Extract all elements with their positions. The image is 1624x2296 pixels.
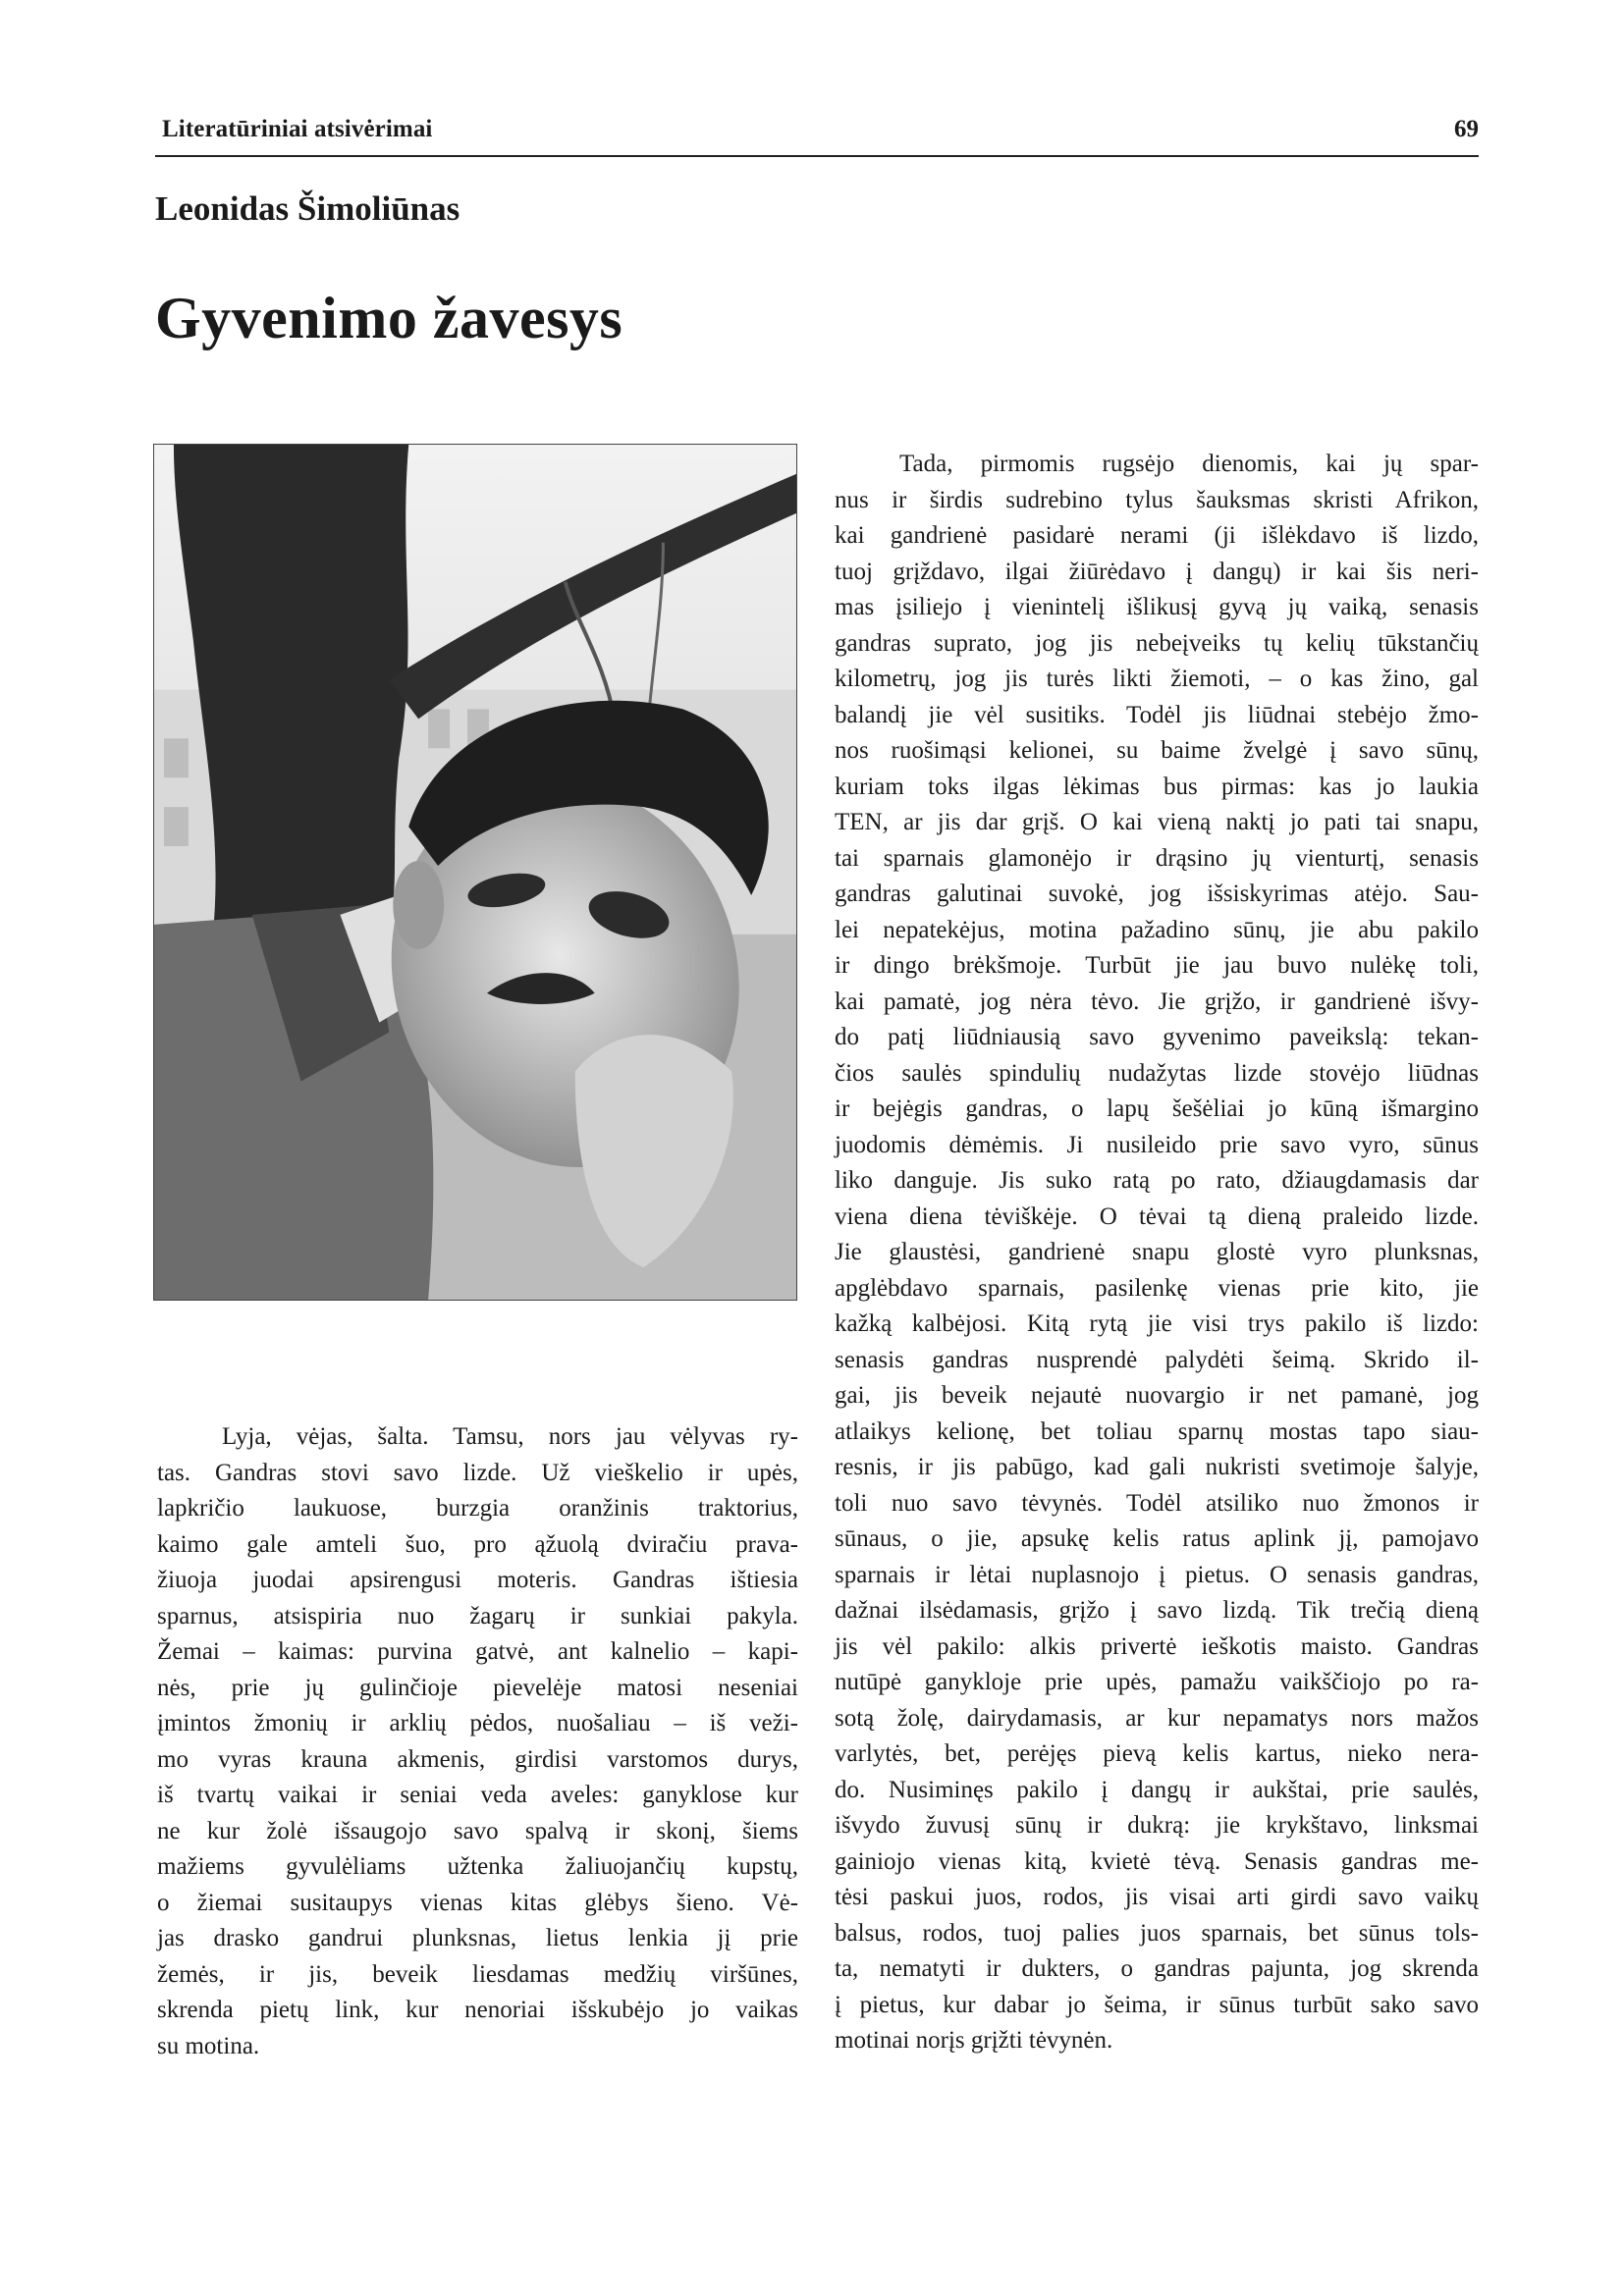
text-line: ir dingo brėkšmoje. Turbūt jie jau buvo nulėkę toli, xyxy=(835,952,1479,979)
text-line: do. Nusiminęs pakilo į dangų ir aukštai, prie saulės, xyxy=(835,1776,1479,1803)
text-line: dažnai ilsėdamasis, grįžo į savo lizdą. Tik trečią dieną xyxy=(835,1597,1479,1624)
text-line: gainiojo vienas kitą, kvietė tėvą. Senasis gandras me- xyxy=(835,1847,1479,1875)
text-line: balandį jie vėl susitiks. Todėl jis liūdnai stebėjo žmo- xyxy=(835,701,1479,728)
text-line: išvydo žuvusį sūnų ir dukrą: jie krykštavo, linksmai xyxy=(835,1812,1479,1839)
text-line: liko danguje. Jis suko ratą po rato, džiaugdamasis dar xyxy=(835,1167,1479,1194)
text-line: varlytės, bet, perėjęs pievą kelis kartus, nieko nera- xyxy=(835,1740,1479,1767)
text-line: sotą žolę, dairydamasis, ar kur nepamatys nors mažos xyxy=(835,1704,1479,1732)
text-line: kai gandrienė pasidarė nerami (ji išlėkdavo iš lizdo, xyxy=(835,522,1479,549)
text-line: nos ruošimąsi kelionei, su baime žvelgė į savo sūnų, xyxy=(835,737,1479,764)
text-line: kai pamatė, jog nėra tėvo. Jie grįžo, ir gandrienė išvy- xyxy=(835,988,1479,1015)
text-line: nės, prie jų gulinčioje pievelėje matosi neseniai xyxy=(157,1674,798,1701)
text-line: kuriam toks ilgas lėkimas bus pirmas: kas jo laukia xyxy=(835,773,1479,800)
text-line: jas drasko gandrui plunksnas, lietus lenkia jį prie xyxy=(157,1925,798,1951)
author-photo xyxy=(153,444,797,1301)
text-line: do patį liūdniausią savo gyvenimo paveikslą: tekan- xyxy=(835,1024,1479,1050)
text-line: TEN, ar jis dar grįš. O kai vieną naktį jo pati tai snapu, xyxy=(835,809,1479,835)
text-line: į pietus, kur dabar jo šeima, ir sūnus turbūt sako savo xyxy=(835,1991,1479,2018)
text-line: tuoj grįždavo, ilgai žiūrėdavo į dangų) ir kai šis neri- xyxy=(835,558,1479,585)
text-line: Lyja, vėjas, šalta. Tamsu, nors jau vėlyvas ry- xyxy=(222,1423,798,1450)
text-line: skrenda pietų link, kur nenoriai išskubėjo jo vaikas xyxy=(157,1997,798,2023)
text-line: tėsi paskui juos, rodos, jis visai arti girdi savo vaikų xyxy=(835,1884,1479,1910)
text-line: tas. Gandras stovi savo lizde. Už vieškelio ir upės, xyxy=(157,1459,798,1486)
text-line: mas įsiliejo į vienintelį išlikusį gyvą jų vaiką, senasis xyxy=(835,594,1479,620)
text-line: viena diena tėviškėje. O tėvai tą dieną praleido lizde. xyxy=(835,1202,1479,1230)
text-line: ne kur žolė išsaugojo savo spalvą ir skonį, šiems xyxy=(157,1817,798,1844)
text-line: čios saulės spindulių nudažytas lizde stovėjo liūdnas xyxy=(835,1059,1479,1087)
text-line: gandras suprato, jog jis nebeįveiks tų kelių tūkstančių xyxy=(835,629,1479,657)
text-line: motinai norįs grįžti tėvynėn. xyxy=(835,2027,1113,2054)
text-line: toli nuo savo tėvynės. Todėl atsiliko nuo žmonos ir xyxy=(835,1489,1479,1517)
text-line: mažiems gyvulėliams užtenka žaliuojančių kupstų, xyxy=(157,1853,798,1880)
text-line: apglėbdavo sparnais, pasilenkę vienas prie kito, jie xyxy=(835,1274,1479,1302)
left-column-text xyxy=(157,1419,798,2064)
text-line: žemės, ir jis, beveik liesdamas medžių viršūnes, xyxy=(157,1960,798,1988)
text-line: nus ir širdis sudrebino tylus šauksmas skristi Afrikon, xyxy=(835,486,1479,513)
header-rule xyxy=(155,155,1479,157)
article-title: Gyvenimo žavesys xyxy=(155,286,623,350)
portrait-image xyxy=(154,445,796,1300)
text-line: kilometrų, jog jis turės likti žiemoti, – o kas žino, gal xyxy=(835,666,1479,692)
ear xyxy=(393,861,444,949)
text-line: balsus, rodos, tuoj palies juos sparnais, bet sūnus tols- xyxy=(835,1919,1479,1947)
text-line: resnis, ir jis pabūgo, kad gali nukristi svetimoje šalyje, xyxy=(835,1454,1479,1480)
text-line: su motina. xyxy=(157,2032,260,2059)
text-line: ir bejėgis gandras, o lapų šešėliai jo kūną išmargino xyxy=(835,1095,1479,1122)
text-line: Jie glaustėsi, gandrienė snapu glostė vyro plunksnas, xyxy=(835,1239,1479,1265)
text-line: ta, nematyti ir dukters, o gandras pajunta, jog skrenda xyxy=(835,1955,1479,1982)
text-line: lei nepatekėjus, motina pažadino sūnų, jie abu pakilo xyxy=(835,916,1479,943)
text-line: gandras galutinai suvokė, jog išsiskyrimas atėjo. Sau- xyxy=(835,881,1479,907)
text-line: juodomis dėmėmis. Ji nusileido prie savo vyro, sūnus xyxy=(835,1131,1479,1158)
text-line: senasis gandras nusprendė palydėti šeimą. Skrido il- xyxy=(835,1346,1479,1373)
text-line: mo vyras krauna akmenis, girdisi varstomos durys, xyxy=(157,1745,798,1773)
text-line: gai, jis beveik nejautė nuovargio ir net pamanė, jog xyxy=(835,1382,1479,1409)
text-line: kaimo gale amteli šuo, pro ąžuolą dviračiu prava- xyxy=(157,1530,798,1558)
text-line: kažką kalbėjosi. Kitą rytą jie visi trys pakilo iš lizdo: xyxy=(835,1310,1479,1337)
right-column-text xyxy=(835,447,1479,2059)
text-line: žiuoja juodai apsirengusi moteris. Gandras ištiesia xyxy=(157,1567,798,1593)
text-line: Žemai – kaimas: purvina gatvė, ant kalnelio – kapi- xyxy=(157,1638,798,1665)
text-line: jis vėl pakilo: alkis privertė ieškotis maisto. Gandras xyxy=(835,1632,1479,1660)
text-line: lapkričio laukuose, burzgia oranžinis traktorius, xyxy=(157,1495,798,1522)
text-line: sūnaus, o jie, apsukę kelis ratus aplink jį, pamojavo xyxy=(835,1525,1479,1552)
text-line: iš tvartų vaikai ir seniai veda aveles: ganyklose kur xyxy=(157,1782,798,1808)
text-line: tai sparnais glamonėjo ir drąsino jų vienturtį, senasis xyxy=(835,844,1479,872)
text-line: įmintos žmonių ir arklių pėdos, nuošaliau – iš veži- xyxy=(157,1710,798,1736)
text-line: sparnus, atsispiria nuo žagarų ir sunkiai pakyla. xyxy=(157,1602,798,1629)
text-line: Tada, pirmomis rugsėjo dienomis, kai jų spar- xyxy=(899,451,1479,477)
author-name: Leonidas Šimoliūnas xyxy=(155,189,460,228)
page-number: 69 xyxy=(1454,116,1479,142)
text-line: o žiemai susitaupys vienas kitas glėbys šieno. Vė- xyxy=(157,1889,798,1916)
text-line: nutūpė ganykloje prie upės, pamažu vaikščiojo po ra- xyxy=(835,1669,1479,1695)
text-line: sparnais ir lėtai nuplasnojo į pietus. O senasis gandras, xyxy=(835,1561,1479,1588)
running-head: Literatūriniai atsivėrimai xyxy=(162,116,433,142)
text-line: atlaikys kelionę, bet toliau sparnų mostas tapo siau- xyxy=(835,1417,1479,1445)
